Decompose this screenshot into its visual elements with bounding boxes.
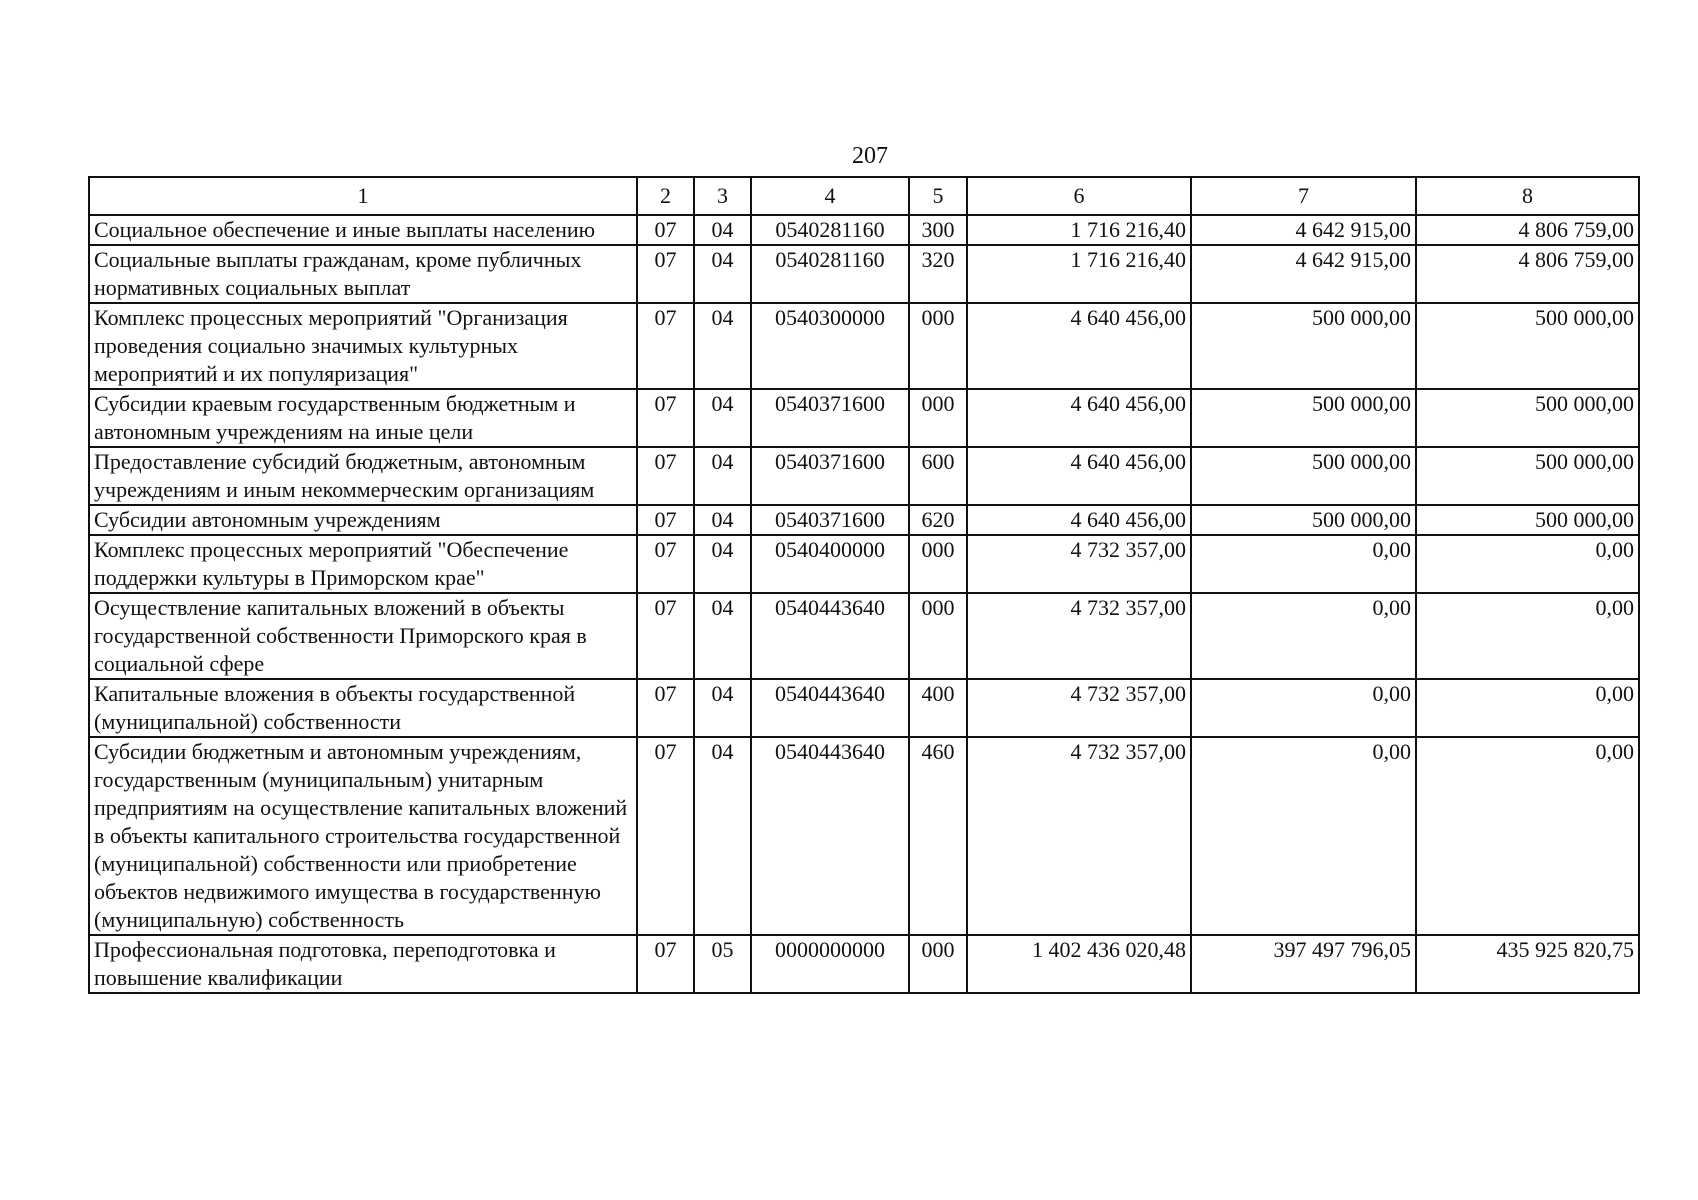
table-row bbox=[89, 505, 1639, 535]
row-name: Социальные выплаты гражданам, кроме публичных нормативных социальных выплат bbox=[89, 245, 637, 303]
subsection-code: 04 bbox=[694, 679, 751, 737]
row-name: Капитальные вложения в объекты государственной (муниципальной) собственности bbox=[89, 679, 637, 737]
row-name: Социальное обеспечение и иные выплаты населению bbox=[89, 215, 637, 245]
amount-col8: 0,00 bbox=[1416, 737, 1639, 935]
amount-col8: 500 000,00 bbox=[1416, 389, 1639, 447]
row-name: Комплекс процессных мероприятий "Организация проведения социально значимых культурных мероприятий и их популяризация" bbox=[89, 303, 637, 389]
amount-col8: 435 925 820,75 bbox=[1416, 935, 1639, 993]
table-row bbox=[89, 389, 1639, 447]
amount-col7: 500 000,00 bbox=[1191, 303, 1416, 389]
header-cell: 1 bbox=[89, 177, 637, 215]
section-code: 07 bbox=[637, 535, 694, 593]
amount-col7: 500 000,00 bbox=[1191, 389, 1416, 447]
table-row bbox=[89, 245, 1639, 303]
amount-col7: 0,00 bbox=[1191, 679, 1416, 737]
header-cell: 2 bbox=[637, 177, 694, 215]
row-name: Комплекс процессных мероприятий "Обеспечение поддержки культуры в Приморском крае" bbox=[89, 535, 637, 593]
header-cell: 5 bbox=[909, 177, 967, 215]
row-name: Субсидии бюджетным и автономным учреждениям, государственным (муниципальным) унитарным предприятиям на осуществление капитальных вложений в объекты капитального строительства государственной (муниципальной) собственности или приобретение объектов недвижимого имущества в государственную (муниципальную) собственность bbox=[89, 737, 637, 935]
header-cell: 4 bbox=[751, 177, 909, 215]
row-name: Осуществление капитальных вложений в объекты государственной собственности Приморского края в социальной сфере bbox=[89, 593, 637, 679]
subsection-code: 04 bbox=[694, 593, 751, 679]
amount-col8: 0,00 bbox=[1416, 593, 1639, 679]
amount-col6: 1 402 436 020,48 bbox=[967, 935, 1191, 993]
expense-type-code: 320 bbox=[909, 245, 967, 303]
amount-col8: 4 806 759,00 bbox=[1416, 245, 1639, 303]
amount-col7: 4 642 915,00 bbox=[1191, 245, 1416, 303]
section-code: 07 bbox=[637, 447, 694, 505]
amount-col6: 4 640 456,00 bbox=[967, 505, 1191, 535]
amount-col8: 4 806 759,00 bbox=[1416, 215, 1639, 245]
table-row bbox=[89, 737, 1639, 935]
subsection-code: 04 bbox=[694, 505, 751, 535]
subsection-code: 04 bbox=[694, 215, 751, 245]
amount-col7: 0,00 bbox=[1191, 535, 1416, 593]
table-row bbox=[89, 593, 1639, 679]
amount-col8: 0,00 bbox=[1416, 679, 1639, 737]
table-row bbox=[89, 679, 1639, 737]
amount-col6: 4 732 357,00 bbox=[967, 593, 1191, 679]
section-code: 07 bbox=[637, 737, 694, 935]
section-code: 07 bbox=[637, 215, 694, 245]
amount-col7: 4 642 915,00 bbox=[1191, 215, 1416, 245]
header-cell: 8 bbox=[1416, 177, 1639, 215]
target-code: 0540371600 bbox=[751, 389, 909, 447]
subsection-code: 05 bbox=[694, 935, 751, 993]
amount-col7: 0,00 bbox=[1191, 737, 1416, 935]
expense-type-code: 000 bbox=[909, 593, 967, 679]
expense-type-code: 600 bbox=[909, 447, 967, 505]
amount-col6: 4 732 357,00 bbox=[967, 679, 1191, 737]
subsection-code: 04 bbox=[694, 737, 751, 935]
section-code: 07 bbox=[637, 935, 694, 993]
subsection-code: 04 bbox=[694, 303, 751, 389]
section-code: 07 bbox=[637, 245, 694, 303]
amount-col7: 500 000,00 bbox=[1191, 447, 1416, 505]
row-name: Профессиональная подготовка, переподготовка и повышение квалификации bbox=[89, 935, 637, 993]
target-code: 0540443640 bbox=[751, 679, 909, 737]
amount-col6: 4 640 456,00 bbox=[967, 389, 1191, 447]
expense-type-code: 460 bbox=[909, 737, 967, 935]
amount-col6: 4 732 357,00 bbox=[967, 737, 1191, 935]
table-row bbox=[89, 935, 1639, 993]
amount-col6: 1 716 216,40 bbox=[967, 245, 1191, 303]
expense-type-code: 000 bbox=[909, 535, 967, 593]
target-code: 0540371600 bbox=[751, 505, 909, 535]
subsection-code: 04 bbox=[694, 535, 751, 593]
header-cell: 7 bbox=[1191, 177, 1416, 215]
expense-type-code: 620 bbox=[909, 505, 967, 535]
expense-type-code: 000 bbox=[909, 389, 967, 447]
section-code: 07 bbox=[637, 593, 694, 679]
header-row bbox=[89, 177, 1639, 215]
section-code: 07 bbox=[637, 303, 694, 389]
table-row bbox=[89, 535, 1639, 593]
subsection-code: 04 bbox=[694, 245, 751, 303]
table-row bbox=[89, 447, 1639, 505]
amount-col7: 500 000,00 bbox=[1191, 505, 1416, 535]
page-number: 207 bbox=[852, 143, 888, 169]
header-cell: 3 bbox=[694, 177, 751, 215]
amount-col7: 0,00 bbox=[1191, 593, 1416, 679]
expense-type-code: 400 bbox=[909, 679, 967, 737]
amount-col8: 0,00 bbox=[1416, 535, 1639, 593]
section-code: 07 bbox=[637, 505, 694, 535]
amount-col8: 500 000,00 bbox=[1416, 303, 1639, 389]
amount-col6: 4 640 456,00 bbox=[967, 303, 1191, 389]
row-name: Субсидии автономным учреждениям bbox=[89, 505, 637, 535]
section-code: 07 bbox=[637, 679, 694, 737]
subsection-code: 04 bbox=[694, 389, 751, 447]
amount-col7: 397 497 796,05 bbox=[1191, 935, 1416, 993]
header-cell: 6 bbox=[967, 177, 1191, 215]
expense-type-code: 000 bbox=[909, 303, 967, 389]
table-row bbox=[89, 215, 1639, 245]
subsection-code: 04 bbox=[694, 447, 751, 505]
expense-type-code: 000 bbox=[909, 935, 967, 993]
target-code: 0540281160 bbox=[751, 245, 909, 303]
expense-type-code: 300 bbox=[909, 215, 967, 245]
amount-col8: 500 000,00 bbox=[1416, 447, 1639, 505]
target-code: 0000000000 bbox=[751, 935, 909, 993]
target-code: 0540371600 bbox=[751, 447, 909, 505]
section-code: 07 bbox=[637, 389, 694, 447]
table-row bbox=[89, 303, 1639, 389]
row-name: Предоставление субсидий бюджетным, автономным учреждениям и иным некоммерческим организациям bbox=[89, 447, 637, 505]
amount-col6: 1 716 216,40 bbox=[967, 215, 1191, 245]
target-code: 0540281160 bbox=[751, 215, 909, 245]
budget-table bbox=[88, 176, 1640, 994]
amount-col6: 4 732 357,00 bbox=[967, 535, 1191, 593]
amount-col8: 500 000,00 bbox=[1416, 505, 1639, 535]
row-name: Субсидии краевым государственным бюджетным и автономным учреждениям на иные цели bbox=[89, 389, 637, 447]
target-code: 0540400000 bbox=[751, 535, 909, 593]
target-code: 0540443640 bbox=[751, 737, 909, 935]
target-code: 0540300000 bbox=[751, 303, 909, 389]
target-code: 0540443640 bbox=[751, 593, 909, 679]
amount-col6: 4 640 456,00 bbox=[967, 447, 1191, 505]
